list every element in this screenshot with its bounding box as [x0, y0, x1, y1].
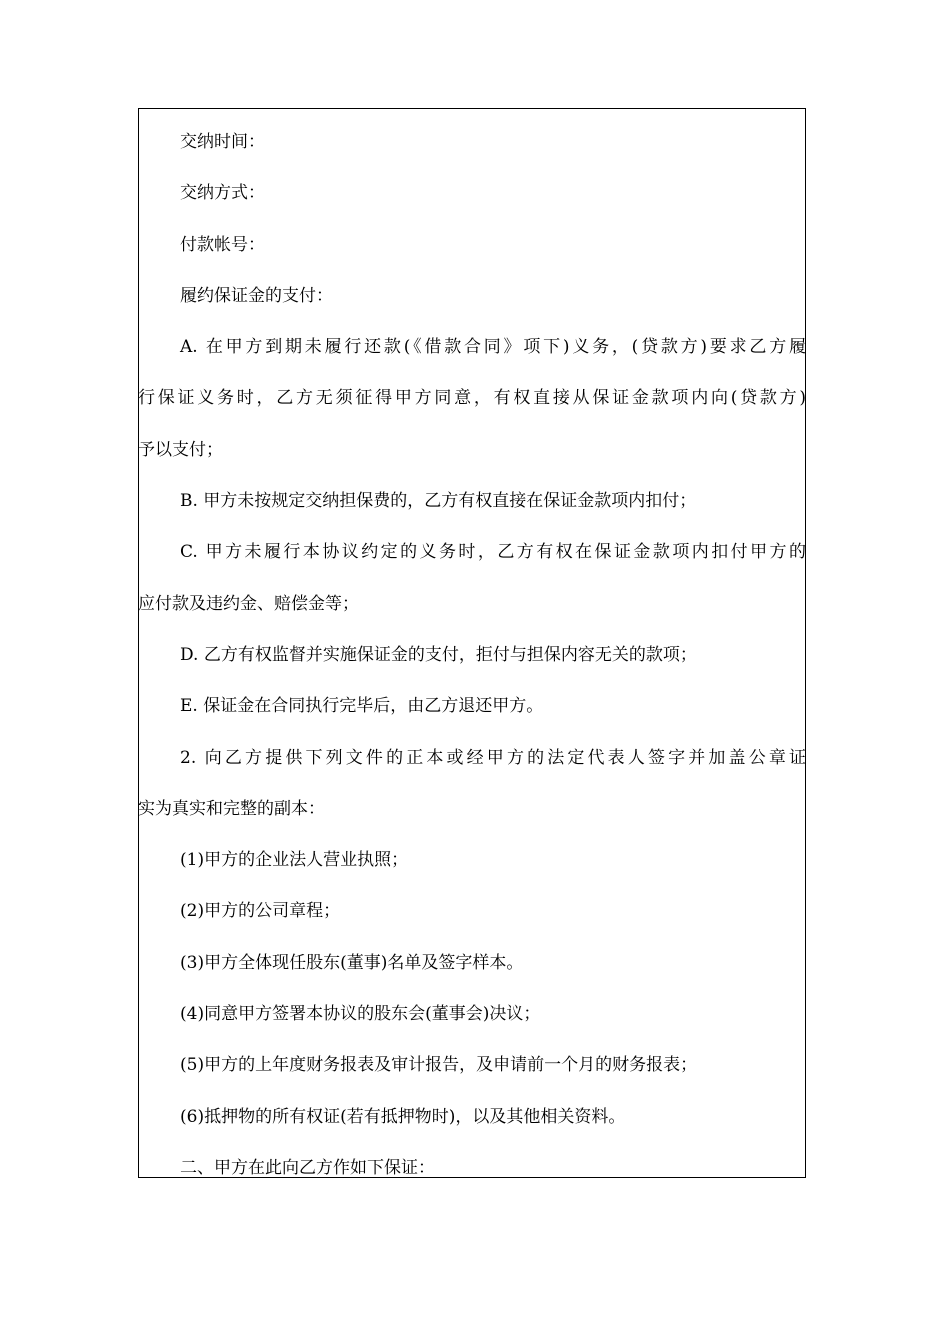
field-payment-time: 交纳时间：	[180, 132, 265, 152]
clause-e: E. 保证金在合同执行完毕后，由乙方退还甲方。	[180, 696, 544, 717]
clause-a-line-3: 予以支付；	[138, 439, 223, 460]
section-deposit-payment: 履约保证金的支付：	[180, 285, 333, 306]
doc-item-6: (6)抵押物的所有权证(若有抵押物时)，以及其他相关资料。	[180, 1106, 626, 1127]
doc-item-1: (1)甲方的企业法人营业执照；	[180, 850, 409, 871]
doc-item-4: (4)同意甲方签署本协议的股东会(董事会)决议；	[180, 1004, 541, 1025]
section-2-heading: 二、甲方在此向乙方作如下保证：	[180, 1157, 435, 1178]
doc-item-2: (2)甲方的公司章程；	[180, 901, 341, 922]
item-2-line-1: 2. 向乙方提供下列文件的正本或经甲方的法定代表人签字并加盖公章证	[180, 747, 806, 768]
clause-d: D. 乙方有权监督并实施保证金的支付，拒付与担保内容无关的款项；	[180, 644, 697, 665]
clause-c-line-2: 应付款及违约金、赔偿金等；	[138, 593, 359, 614]
clause-a-line-1: A. 在甲方到期未履行还款(《借款合同》项下)义务，(贷款方)要求乙方履	[180, 337, 806, 358]
clause-a-line-2: 行保证义务时，乙方无须征得甲方同意，有权直接从保证金款项内向(贷款方)	[138, 388, 806, 409]
clause-c-line-1: C. 甲方未履行本协议约定的义务时，乙方有权在保证金款项内扣付甲方的	[180, 542, 806, 563]
field-account-number: 付款帐号：	[180, 234, 265, 255]
document-body	[138, 117, 806, 1194]
doc-item-5: (5)甲方的上年度财务报表及审计报告，及申请前一个月的财务报表；	[180, 1055, 698, 1076]
doc-item-3: (3)甲方全体现任股东(董事)名单及签字样本。	[180, 952, 524, 973]
item-2-line-2: 实为真实和完整的副本：	[138, 798, 325, 819]
field-payment-method: 交纳方式：	[180, 183, 265, 204]
clause-b: B. 甲方未按规定交纳担保费的，乙方有权直接在保证金款项内扣付；	[180, 491, 697, 512]
